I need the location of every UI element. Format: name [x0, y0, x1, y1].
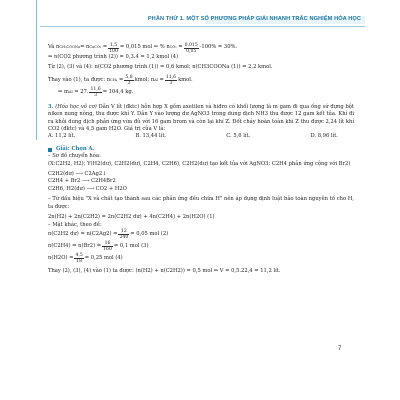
fraction: $\frac{5,8}{3}$ [125, 75, 133, 87]
header-rule [40, 26, 365, 27]
calc-line-1: Và n CH₃COONa = n CaCO₃ = $\frac{1,5}{100}$ = 0,015 mol ⇒ % n CO₂ = $\frac{0,015}{0,05}$ ·100% = 30%. [48, 42, 238, 54]
fraction: $\frac{0,015}{0,05}$ [184, 42, 198, 54]
fraction: $\frac{12}{240}$ [119, 229, 129, 241]
option-d: D. 8,96 lít. [310, 133, 338, 140]
text-segment: n(C2H2 dư) = n(C2Ag2) = [48, 231, 118, 238]
fraction: $\frac{1,5}{100}$ [109, 42, 118, 54]
calc-line-2: ⇒ n(CO2 phương trình (2)) = 0,3.4 = 1,2 kmol (4) [48, 54, 179, 60]
question-text: Dẫn V lít (đktc) hỗn hợp X gồm axetilen và hiđro có khối lượng là m gam đi qua ống sứ đựng bột niken nung nóng, thu được khí Y. Dẫn Y vào lượng dư AgNO3 trong dung dịch NH3 thu được 12 gam kết tủa. Khí đi ra khỏi dung dịch phản ứng vừa đủ với 16 gam brom và còn lại khí Z. Đốt cháy hoàn toàn khí Z thu được 2,24 lít khí CO2 (đktc) và 4,5 gam H2O. Giá trị của V là: [48, 103, 354, 133]
text-segment: = 0,25 mol (4) [84, 255, 123, 262]
question-source: (Hóa học vô cơ) [55, 103, 97, 110]
answer-options [48, 133, 338, 140]
page-number: 7 [338, 346, 342, 352]
final-result: Thay (2), (3), (4) vào (1) ta được: (n(H2) + n(C2H2)) = 0,5 mol ⇒ V = 0,5.22,4 = 11,2 lít. [48, 267, 281, 274]
fraction: $\frac{11,6}{3}$ [90, 87, 101, 99]
equation-2 [48, 229, 354, 241]
solution-step: (X:C2H2, H2); Y(H2(dư), C2H2(dư), C2H4, C2H6), C2H2(dư) tạo kết tủa với AgNO3; C2H4 phản ứng cộng với Br2) [48, 160, 351, 167]
reaction-2: C2H4 + Br2 ⟶ C2H4Br2 [48, 178, 116, 185]
option-b: B. 13,44 lít. [135, 133, 167, 140]
fraction: $\frac{16}{160}$ [103, 241, 112, 253]
text-segment: = n [80, 44, 90, 51]
solution-step: – Sơ đồ chuyển hóa: [48, 153, 101, 160]
text-segment: kmol; n [134, 77, 155, 84]
square-bullet-icon [48, 148, 52, 152]
margin-line [36, 0, 37, 140]
solution-step: – Mặt khác, theo đề: [48, 221, 102, 228]
text-segment: = 0,015 mol ⇒ % n [119, 44, 170, 51]
page-content [48, 42, 354, 275]
running-header [40, 14, 365, 26]
text-segment: n(H2O) = [48, 255, 74, 262]
text-segment: = 27. [74, 89, 89, 96]
text-segment: = 0,1 mol (3) [113, 243, 149, 250]
text-segment: Và n [48, 44, 60, 51]
header-title: PHẦN THỨ 1. MỘT SỐ PHƯƠNG PHÁP GIẢI NHANH TRẮC NGHIỆM HÓA HỌC [147, 16, 361, 22]
fraction: $\frac{11,6}{3}$ [165, 75, 177, 87]
reaction-3: C2H6, H2(dư) ⟶ CO2 + H2O [48, 185, 127, 192]
text-segment: ⇒ m [58, 89, 69, 96]
equation-1: 2n(H2) + 2n(C2H2) = 2n(C2H2 dư) + 4n(C2H4) + 2n(H2O) (1) [48, 214, 215, 221]
question-number: 3. [48, 103, 54, 110]
option-c: C. 5,6 lít. [226, 133, 251, 140]
reaction-1: C2H2(dư) ⟶ C2Ag2↓ [48, 171, 107, 178]
text-segment: Thay vào (1), ta được: n [48, 77, 111, 84]
book-page [40, 8, 365, 388]
text-segment: = 104,4 kg. [102, 89, 134, 96]
text-segment: ·100% = 30%. [199, 44, 238, 51]
calc-line-5: ⇒ m Al = 27. $\frac{11,6}{3}$ = 104,4 kg. [48, 87, 354, 99]
calc-line-4: Thay vào (1), ta được: n CH₄ = $\frac{5,8}{3}$ kmol; n Al = $\frac{11,6}{3}$ kmol. [48, 75, 193, 87]
solution-heading-text: Giải: Chọn A. [56, 145, 95, 152]
solution-step: – Từ dấu hiệu "X và chất tạo thành sau các phản ứng đều chứa H" nên áp dụng định luật bảo toàn nguyên tố cho H, ta được: [48, 196, 354, 210]
equation-4 [48, 253, 354, 265]
option-a: A. 11,2 lít. [48, 133, 76, 140]
equation-3 [48, 241, 354, 253]
text-segment: kmol. [178, 77, 193, 84]
calc-line-3: Từ (2), (3) và (4): n(CO2 phương trình (1)) = 0,6 kmol; n(CH3COONa (1)) = 2,2 kmol. [48, 64, 273, 71]
text-segment: = 0,05 mol (2) [130, 231, 169, 238]
text-segment: n(C2H4) = n(Br2) = [48, 243, 102, 250]
question-3 [48, 104, 354, 134]
fraction: $\frac{4,5}{18}$ [75, 253, 83, 265]
